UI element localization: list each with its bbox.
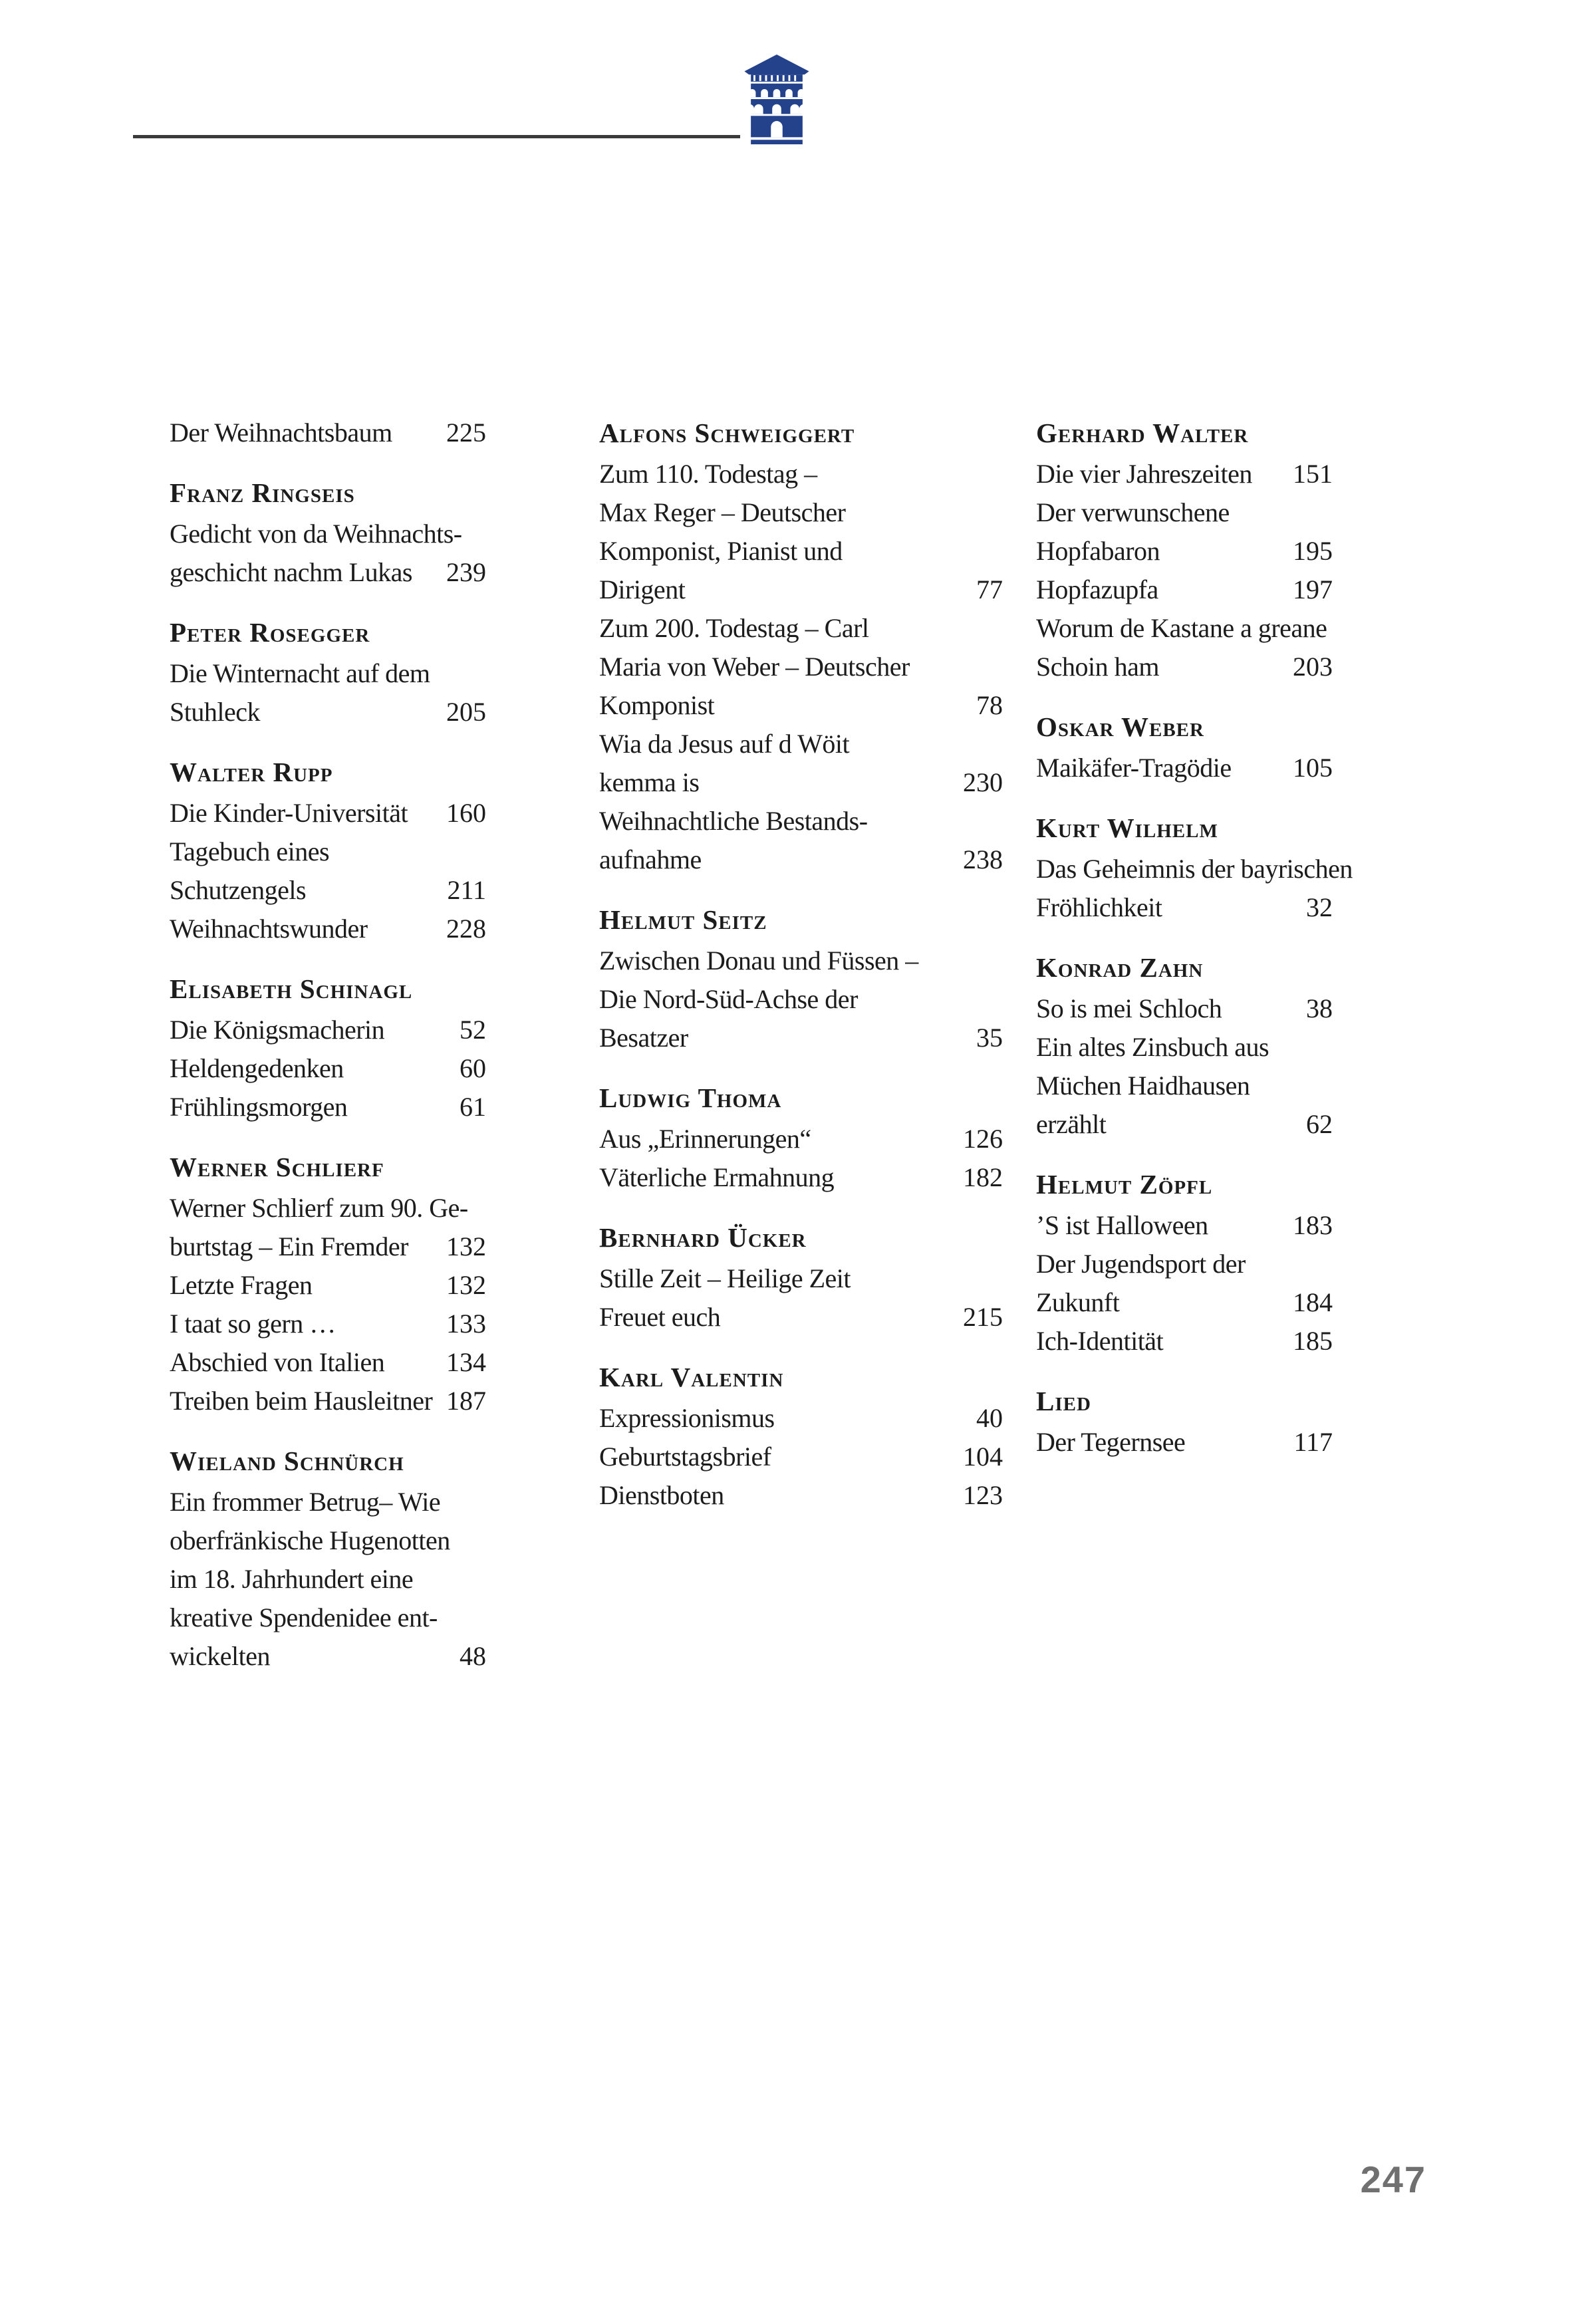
toc-entry-line xyxy=(170,833,486,871)
toc-entry-line xyxy=(1036,609,1333,648)
entry-page-number: 117 xyxy=(1293,1427,1333,1457)
toc-entry-line xyxy=(1036,571,1333,609)
toc-entry-line xyxy=(170,1637,486,1676)
entry-title: Ein altes Zinsbuch aus xyxy=(1036,1032,1269,1062)
entry-page-number: 60 xyxy=(460,1053,486,1083)
toc-entry-line xyxy=(1036,1105,1333,1144)
toc-column-3 xyxy=(1036,414,1353,1462)
author-heading: Oskar Weber xyxy=(1036,711,1204,742)
entry-page-number: 187 xyxy=(446,1386,486,1416)
author-heading: Ludwig Thoma xyxy=(599,1083,782,1113)
toc-entry-line xyxy=(599,725,1003,763)
toc-entry-line xyxy=(599,1158,1003,1197)
toc-block xyxy=(170,969,486,1126)
author-heading: Franz Ringseis xyxy=(170,477,355,508)
entry-title: Besatzer xyxy=(599,1023,688,1053)
entry-title: Stille Zeit – Heilige Zeit xyxy=(599,1263,851,1293)
toc-entry-line xyxy=(1036,532,1333,571)
toc-column-1 xyxy=(170,414,486,1676)
toc-entry-line xyxy=(170,1049,486,1088)
toc-entry-line xyxy=(170,1560,486,1599)
entry-title: Tagebuch eines xyxy=(170,837,330,866)
toc-entry-line xyxy=(599,571,1003,609)
entry-page-number: 197 xyxy=(1293,575,1333,604)
toc-block xyxy=(1036,708,1333,787)
toc-block xyxy=(599,900,1003,1057)
entry-page-number: 215 xyxy=(963,1302,1003,1332)
author-heading: Walter Rupp xyxy=(170,757,333,787)
entry-title: Der Tegernsee xyxy=(1036,1427,1186,1457)
toc-entry-line xyxy=(170,871,486,910)
author-heading: Bernhard Ücker xyxy=(599,1222,807,1253)
toc-block xyxy=(1036,414,1333,686)
entry-page-number: 134 xyxy=(446,1347,486,1377)
entry-title: Stuhleck xyxy=(170,697,260,727)
entry-title: Die Nord-Süd-Achse der xyxy=(599,984,858,1014)
toc-block xyxy=(599,1358,1003,1515)
entry-title: Geburtstagsbrief xyxy=(599,1442,771,1472)
toc-entry-line xyxy=(599,455,1003,493)
entry-title: erzählt xyxy=(1036,1109,1107,1139)
toc-entry-line xyxy=(599,609,1003,648)
entry-title: Maikäfer-Tragödie xyxy=(1036,753,1232,783)
entry-title: aufnahme xyxy=(599,844,702,874)
toc-entry-line xyxy=(170,1088,486,1126)
entry-title: Fröhlichkeit xyxy=(1036,892,1162,922)
toc-entry-line xyxy=(599,942,1003,980)
toc-block xyxy=(170,753,486,948)
entry-title: Zukunft xyxy=(1036,1287,1120,1317)
entry-page-number: 62 xyxy=(1306,1109,1333,1139)
entry-title: Dienstboten xyxy=(599,1480,724,1510)
entry-title: Der verwunschene xyxy=(1036,497,1230,527)
entry-title: Gedicht von da Weihnachts- xyxy=(170,519,462,549)
entry-title: Die Königsmacherin xyxy=(170,1015,385,1045)
entry-title: Väterliche Ermahnung xyxy=(599,1162,835,1192)
toc-entry-line xyxy=(170,1266,486,1305)
toc-entry-line xyxy=(599,1476,1003,1515)
toc-entry-line xyxy=(1036,1028,1333,1067)
toc-entry-line xyxy=(599,1438,1003,1476)
toc-entry-line xyxy=(599,980,1003,1019)
toc-entry-line xyxy=(1036,1245,1333,1283)
entry-title: Dirigent xyxy=(599,575,686,604)
toc-entry-line xyxy=(170,910,486,948)
entry-title: Die Winternacht auf dem xyxy=(170,658,430,688)
page-number: 247 xyxy=(1360,2158,1426,2200)
entry-title: ’S ist Halloween xyxy=(1036,1210,1208,1240)
entry-page-number: 185 xyxy=(1293,1326,1333,1356)
publisher-logo xyxy=(743,55,810,145)
entry-page-number: 195 xyxy=(1293,536,1333,566)
entry-page-number: 132 xyxy=(446,1231,486,1261)
entry-page-number: 32 xyxy=(1306,892,1333,922)
toc-entry-line xyxy=(1036,455,1333,493)
entry-title: Komponist, Pianist und xyxy=(599,536,843,566)
entry-page-number: 133 xyxy=(446,1309,486,1339)
toc-block xyxy=(170,414,486,452)
toc-block xyxy=(1036,809,1353,927)
toc-entry-line xyxy=(170,1483,486,1521)
entry-title: Ich-Identität xyxy=(1036,1326,1164,1356)
entry-title: Müchen Haidhausen xyxy=(1036,1071,1250,1100)
entry-page-number: 203 xyxy=(1293,652,1333,682)
entry-page-number: 184 xyxy=(1293,1287,1333,1317)
author-heading: Werner Schlierf xyxy=(170,1152,384,1182)
entry-title: Freuet euch xyxy=(599,1302,721,1332)
entry-page-number: 35 xyxy=(976,1023,1003,1053)
entry-page-number: 78 xyxy=(976,690,1003,720)
toc-entry-line xyxy=(170,553,486,592)
entry-page-number: 52 xyxy=(460,1015,486,1045)
toc-block xyxy=(170,1442,486,1676)
entry-title: geschicht nachm Lukas xyxy=(170,557,412,587)
entry-page-number: 123 xyxy=(963,1480,1003,1510)
entry-page-number: 61 xyxy=(460,1092,486,1122)
entry-title: kemma is xyxy=(599,767,700,797)
entry-title: Werner Schlierf zum 90. Ge- xyxy=(170,1193,468,1223)
entry-page-number: 205 xyxy=(446,697,486,727)
toc-block xyxy=(170,1148,486,1420)
author-heading: Helmut Seitz xyxy=(599,904,767,935)
entry-title: Max Reger – Deutscher xyxy=(599,497,846,527)
entry-title: Zum 110. Todestag – xyxy=(599,459,817,489)
entry-page-number: 238 xyxy=(963,844,1003,874)
entry-page-number: 239 xyxy=(446,557,486,587)
entry-title: Wia da Jesus auf d Wöit xyxy=(599,729,850,759)
entry-page-number: 104 xyxy=(963,1442,1003,1472)
author-heading: Helmut Zöpfl xyxy=(1036,1169,1213,1200)
entry-title: Frühlingsmorgen xyxy=(170,1092,348,1122)
entry-title: Zum 200. Todestag – Carl xyxy=(599,613,869,643)
toc-entry-line xyxy=(170,1227,486,1266)
entry-page-number: 48 xyxy=(460,1641,486,1671)
entry-title: Hopfazupfa xyxy=(1036,575,1158,604)
entry-page-number: 77 xyxy=(976,575,1003,604)
toc-entry-line xyxy=(599,763,1003,802)
toc-entry-line xyxy=(599,686,1003,725)
tower-icon xyxy=(743,55,810,145)
entry-title: So is mei Schloch xyxy=(1036,993,1222,1023)
entry-title: kreative Spendenidee ent- xyxy=(170,1603,438,1632)
entry-title: oberfränkische Hugenotten xyxy=(170,1525,450,1555)
toc-entry-line xyxy=(1036,1322,1333,1360)
author-heading: Karl Valentin xyxy=(599,1362,784,1392)
toc-entry-line xyxy=(1036,1067,1333,1105)
toc-entry-line xyxy=(170,1305,486,1343)
author-heading: Wieland Schnürch xyxy=(170,1446,404,1476)
author-heading: Gerhard Walter xyxy=(1036,418,1249,448)
toc-entry-line xyxy=(170,1189,486,1227)
toc-block xyxy=(1036,948,1333,1144)
entry-page-number: 40 xyxy=(976,1403,1003,1433)
entry-title: Das Geheimnis der bayrischen xyxy=(1036,854,1353,884)
entry-title: Schutzengels xyxy=(170,875,307,905)
toc-block xyxy=(599,1218,1003,1337)
header-rule-left xyxy=(133,135,740,138)
toc-entry-line xyxy=(170,515,486,553)
toc-entry-line xyxy=(170,414,486,452)
toc-entry-line xyxy=(1036,648,1333,686)
entry-page-number: 126 xyxy=(963,1124,1003,1154)
entry-title: Zwischen Donau und Füssen – xyxy=(599,946,918,975)
toc-entry-line xyxy=(170,654,486,693)
entry-title: I taat so gern … xyxy=(170,1309,336,1339)
toc-entry-line xyxy=(1036,493,1333,532)
entry-title: Hopfabaron xyxy=(1036,536,1160,566)
entry-page-number: 38 xyxy=(1306,993,1333,1023)
toc-entry-line xyxy=(1036,850,1353,888)
entry-page-number: 105 xyxy=(1293,753,1333,783)
entry-page-number: 211 xyxy=(447,875,486,905)
entry-title: Maria von Weber – Deutscher xyxy=(599,652,910,682)
entry-page-number: 151 xyxy=(1293,459,1333,489)
author-heading: Elisabeth Schinagl xyxy=(170,973,413,1004)
toc-entry-line xyxy=(599,532,1003,571)
entry-page-number: 228 xyxy=(446,914,486,944)
entry-title: Ein frommer Betrug– Wie xyxy=(170,1487,441,1517)
toc-column-2 xyxy=(599,414,1003,1515)
author-heading: Alfons Schweiggert xyxy=(599,418,855,448)
toc-entry-line xyxy=(1036,888,1333,927)
toc-entry-line xyxy=(1036,749,1333,787)
entry-title: Weihnachtswunder xyxy=(170,914,368,944)
entry-title: Abschied von Italien xyxy=(170,1347,385,1377)
entry-title: Weihnachtliche Bestands- xyxy=(599,806,868,836)
author-heading: Lied xyxy=(1036,1386,1091,1416)
entry-title: wickelten xyxy=(170,1641,270,1671)
toc-entry-line xyxy=(1036,1283,1333,1322)
entry-title: Der Jugendsport der xyxy=(1036,1249,1246,1279)
entry-page-number: 160 xyxy=(446,798,486,828)
entry-page-number: 182 xyxy=(963,1162,1003,1192)
toc-block xyxy=(1036,1165,1333,1360)
entry-title: Komponist xyxy=(599,690,715,720)
toc-entry-line xyxy=(170,1011,486,1049)
toc-entry-line xyxy=(599,840,1003,879)
entry-title: Expressionismus xyxy=(599,1403,775,1433)
entry-title: Treiben beim Hausleitner xyxy=(170,1386,433,1416)
toc-entry-line xyxy=(599,1019,1003,1057)
entry-title: im 18. Jahrhundert eine xyxy=(170,1564,414,1594)
toc-entry-line xyxy=(170,1521,486,1560)
toc-block xyxy=(599,414,1003,879)
toc-entry-line xyxy=(170,1382,486,1420)
entry-page-number: 183 xyxy=(1293,1210,1333,1240)
entry-title: Worum de Kastane a greane xyxy=(1036,613,1327,643)
toc-entry-line xyxy=(1036,989,1333,1028)
toc-entry-line xyxy=(599,1298,1003,1337)
toc-entry-line xyxy=(599,802,1003,840)
toc-entry-line xyxy=(1036,1206,1333,1245)
entry-title: Heldengedenken xyxy=(170,1053,344,1083)
toc-entry-line xyxy=(170,1343,486,1382)
entry-title: Die vier Jahreszeiten xyxy=(1036,459,1252,489)
toc-entry-line xyxy=(170,794,486,833)
toc-block xyxy=(170,613,486,731)
toc-block xyxy=(1036,1382,1333,1462)
entry-title: burtstag – Ein Fremder xyxy=(170,1231,408,1261)
toc-entry-line xyxy=(599,1399,1003,1438)
toc-entry-line xyxy=(599,1120,1003,1158)
entry-title: Schoin ham xyxy=(1036,652,1159,682)
toc-entry-line xyxy=(170,693,486,731)
entry-page-number: 132 xyxy=(446,1270,486,1300)
toc-entry-line xyxy=(170,1599,486,1637)
entry-title: Aus „Erinnerungen“ xyxy=(599,1124,811,1154)
toc-entry-line xyxy=(1036,1423,1333,1462)
author-heading: Peter Rosegger xyxy=(170,617,370,648)
entry-page-number: 230 xyxy=(963,767,1003,797)
toc-entry-line xyxy=(599,493,1003,532)
entry-title: Letzte Fragen xyxy=(170,1270,313,1300)
entry-title: Die Kinder-Universität xyxy=(170,798,408,828)
toc-block xyxy=(599,1079,1003,1197)
toc-entry-line xyxy=(599,1259,1003,1298)
author-heading: Konrad Zahn xyxy=(1036,952,1204,983)
entry-page-number: 225 xyxy=(446,418,486,448)
author-heading: Kurt Wilhelm xyxy=(1036,813,1218,843)
entry-title: Der Weihnachtsbaum xyxy=(170,418,392,448)
toc-block xyxy=(170,473,486,592)
toc-entry-line xyxy=(599,648,1003,686)
